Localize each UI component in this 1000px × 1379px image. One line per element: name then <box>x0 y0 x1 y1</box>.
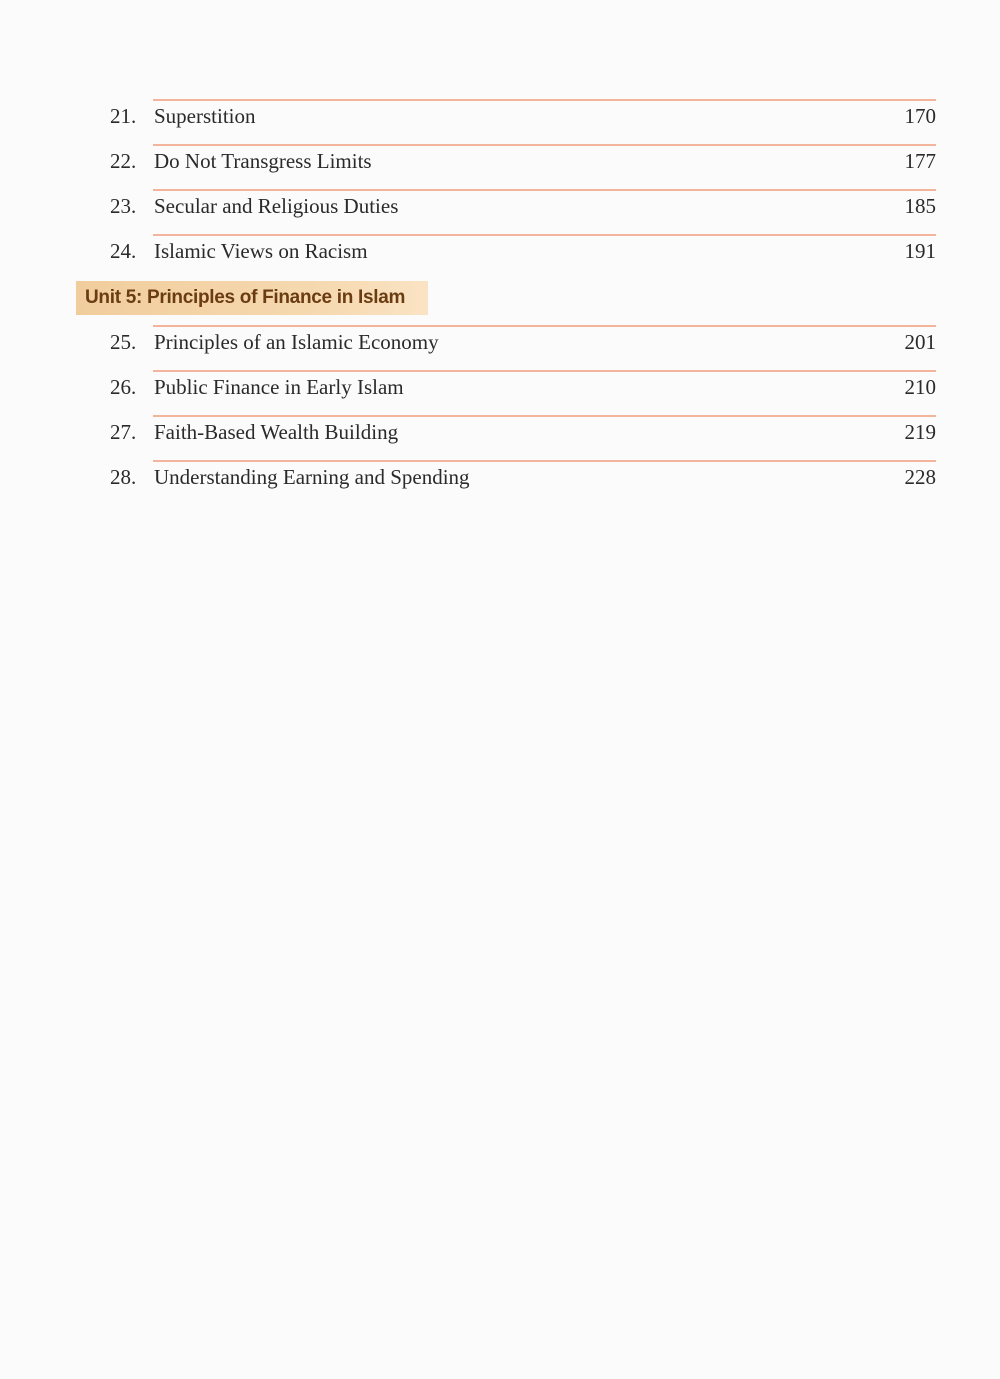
toc-entry <box>100 144 940 184</box>
entry-page: 177 <box>904 149 936 173</box>
entry-page: 228 <box>904 465 936 489</box>
entry-rule <box>153 325 936 327</box>
entry-number: 28. <box>110 465 137 489</box>
entry-title: Islamic Views on Racism <box>154 239 368 263</box>
toc-entry <box>100 460 940 500</box>
entry-number: 23. <box>110 194 137 218</box>
toc-entry <box>100 189 940 229</box>
toc-entry <box>100 415 940 455</box>
entry-number: 26. <box>110 375 137 399</box>
entry-title: Secular and Religious Duties <box>154 194 399 218</box>
entry-page: 191 <box>904 239 936 263</box>
entry-rule <box>153 144 936 146</box>
entry-title: Faith-Based Wealth Building <box>154 420 399 444</box>
unit-heading: Unit 5: Principles of Finance in Islam <box>85 287 406 308</box>
entry-page: 201 <box>904 330 936 354</box>
entry-title: Principles of an Islamic Economy <box>154 330 439 354</box>
entry-title: Superstition <box>154 104 256 128</box>
unit-heading-banner <box>76 281 428 315</box>
entry-number: 21. <box>110 104 137 128</box>
entry-number: 24. <box>110 239 137 263</box>
entry-rule <box>153 99 936 101</box>
entry-title: Do Not Transgress Limits <box>154 149 372 173</box>
toc-entry <box>100 370 940 410</box>
entry-rule <box>153 234 936 236</box>
entry-rule <box>153 189 936 191</box>
entry-rule <box>153 370 936 372</box>
entry-page: 210 <box>904 375 936 399</box>
toc-entry <box>100 99 940 139</box>
entry-number: 25. <box>110 330 137 354</box>
entry-number: 27. <box>110 420 137 444</box>
toc-entry <box>100 234 940 274</box>
entry-page: 219 <box>904 420 936 444</box>
entry-title: Public Finance in Early Islam <box>154 375 404 399</box>
entry-number: 22. <box>110 149 137 173</box>
entry-page: 170 <box>904 104 936 128</box>
entry-rule <box>153 415 936 417</box>
entry-page: 185 <box>904 194 936 218</box>
entry-rule <box>153 460 936 462</box>
entry-title: Understanding Earning and Spending <box>154 465 470 489</box>
toc-entry <box>100 325 940 365</box>
